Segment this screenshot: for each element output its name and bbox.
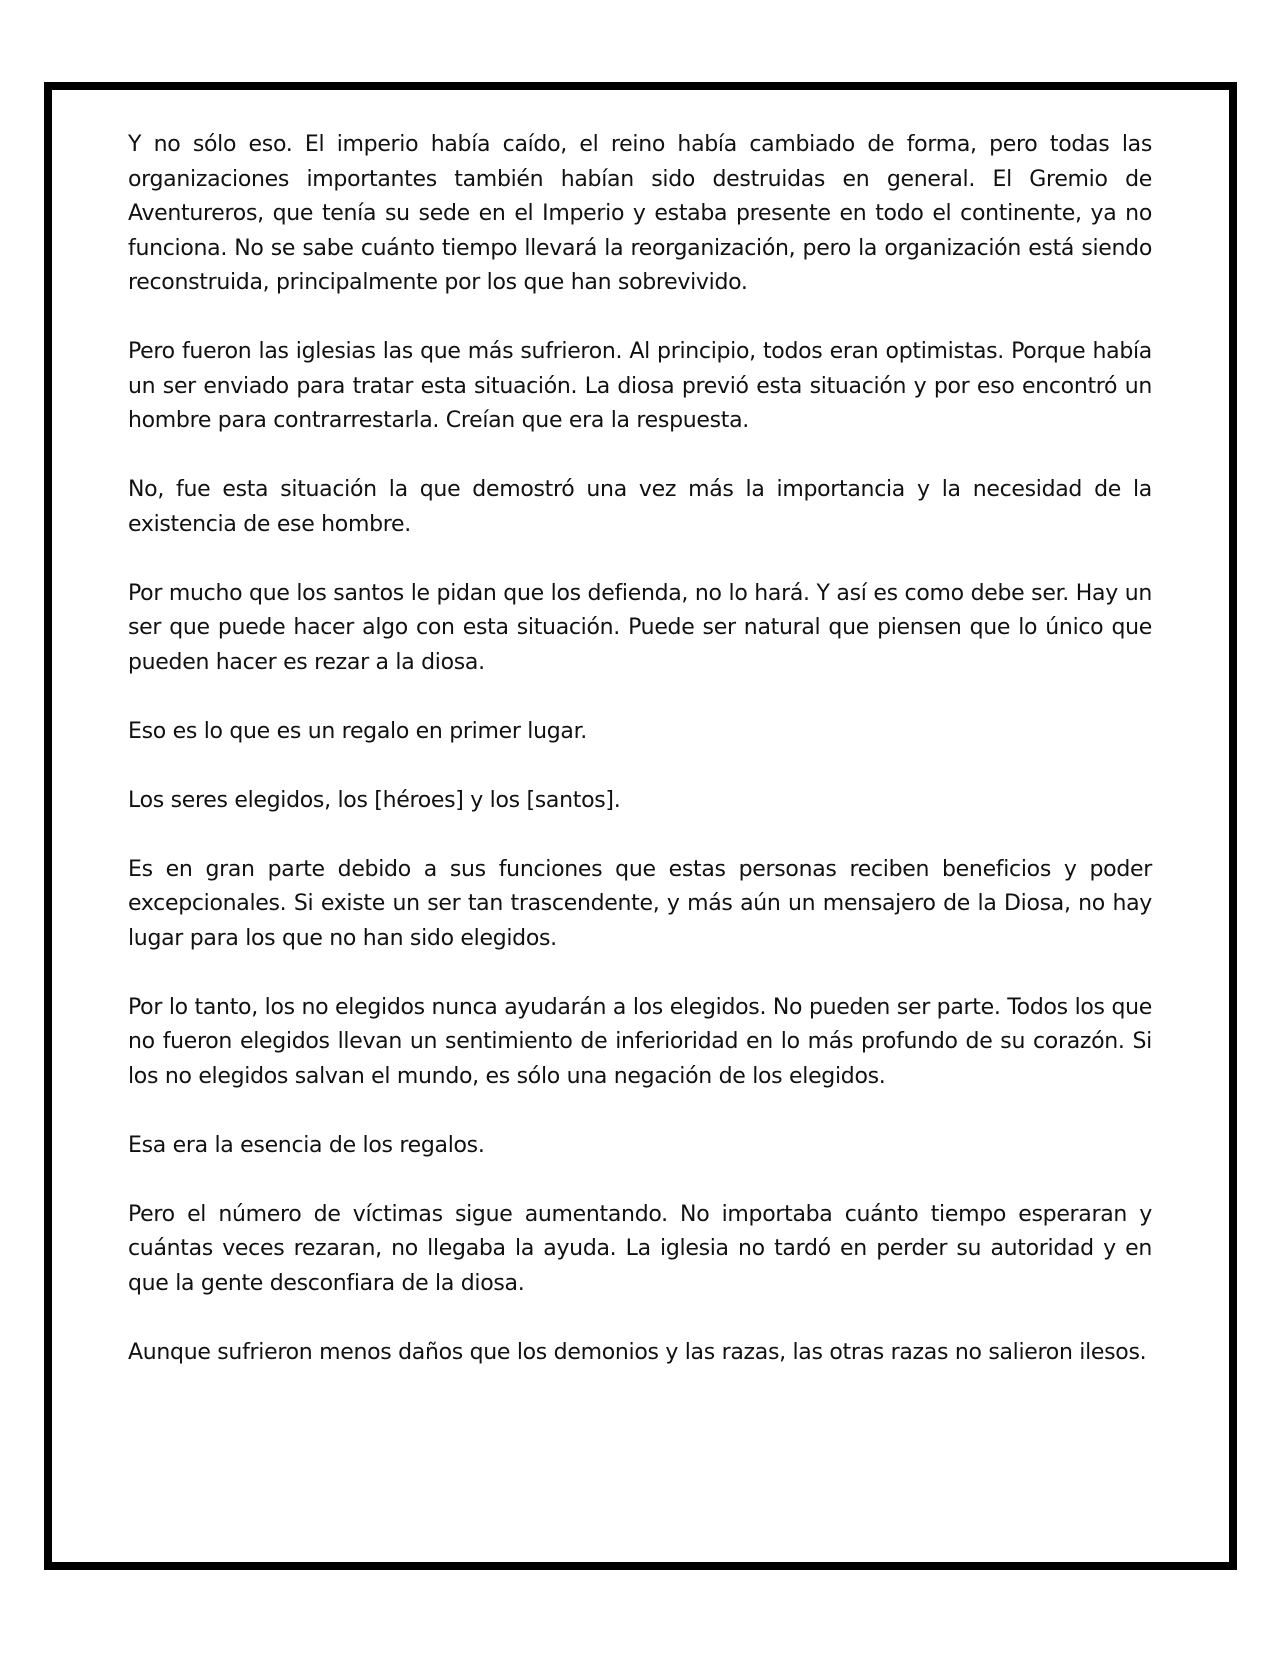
paragraph-4: Por mucho que los santos le pidan que los defienda, no lo hará. Y así es como debe ser. Hay un ser que puede hacer algo con esta situación. Puede ser natural que piensen que lo único que pueden hacer es rezar a la diosa. <box>128 580 1152 675</box>
paragraph-9: Esa era la esencia de los regalos. <box>128 1132 485 1158</box>
paragraph-1: Y no sólo eso. El imperio había caído, el reino había cambiado de forma, pero todas las organizaciones importantes también habían sido destruidas en general. El Gremio de Aventureros, que tenía su sede en el Imperio y estaba presente en todo el continente, ya no funciona. No se sabe cuánto tiempo llevará la reorganización, pero la organización está siendo reconstruida, principalmente por los que han sobrevivido. <box>128 132 1152 295</box>
paragraph-3: No, fue esta situación la que demostró una vez más la importancia y la necesidad de la existencia de ese hombre. <box>128 477 1152 537</box>
paragraph-6: Los seres elegidos, los [héroes] y los [santos]. <box>128 787 621 813</box>
paragraph-7: Es en gran parte debido a sus funciones que estas personas reciben beneficios y poder excepcionales. Si existe un ser tan trascendente, y más aún un mensajero de la Diosa, no hay lugar para los que no han sido elegidos. <box>128 856 1152 951</box>
paragraph-5: Eso es lo que es un regalo en primer lugar. <box>128 718 588 744</box>
paragraph-11: Aunque sufrieron menos daños que los demonios y las razas, las otras razas no salieron ilesos. <box>128 1339 1147 1365</box>
page-body <box>128 128 1152 1405</box>
paragraph-8: Por lo tanto, los no elegidos nunca ayudarán a los elegidos. No pueden ser parte. Todos los que no fueron elegidos llevan un sentimiento de inferioridad en lo más profundo de su corazón. Si los no elegidos salvan el mundo, es sólo una negación de los elegidos. <box>128 994 1152 1089</box>
paragraph-2: Pero fueron las iglesias las que más sufrieron. Al principio, todos eran optimistas. Porque había un ser enviado para tratar esta situación. La diosa previó esta situación y por eso encontró un hombre para contrarrestarla. Creían que era la respuesta. <box>128 339 1152 433</box>
paragraph-10: Pero el número de víctimas sigue aumentando. No importaba cuánto tiempo esperaran y cuántas veces rezaran, no llegaba la ayuda. La iglesia no tardó en perder su autoridad y en que la gente desconfiara de la diosa. <box>128 1201 1152 1296</box>
